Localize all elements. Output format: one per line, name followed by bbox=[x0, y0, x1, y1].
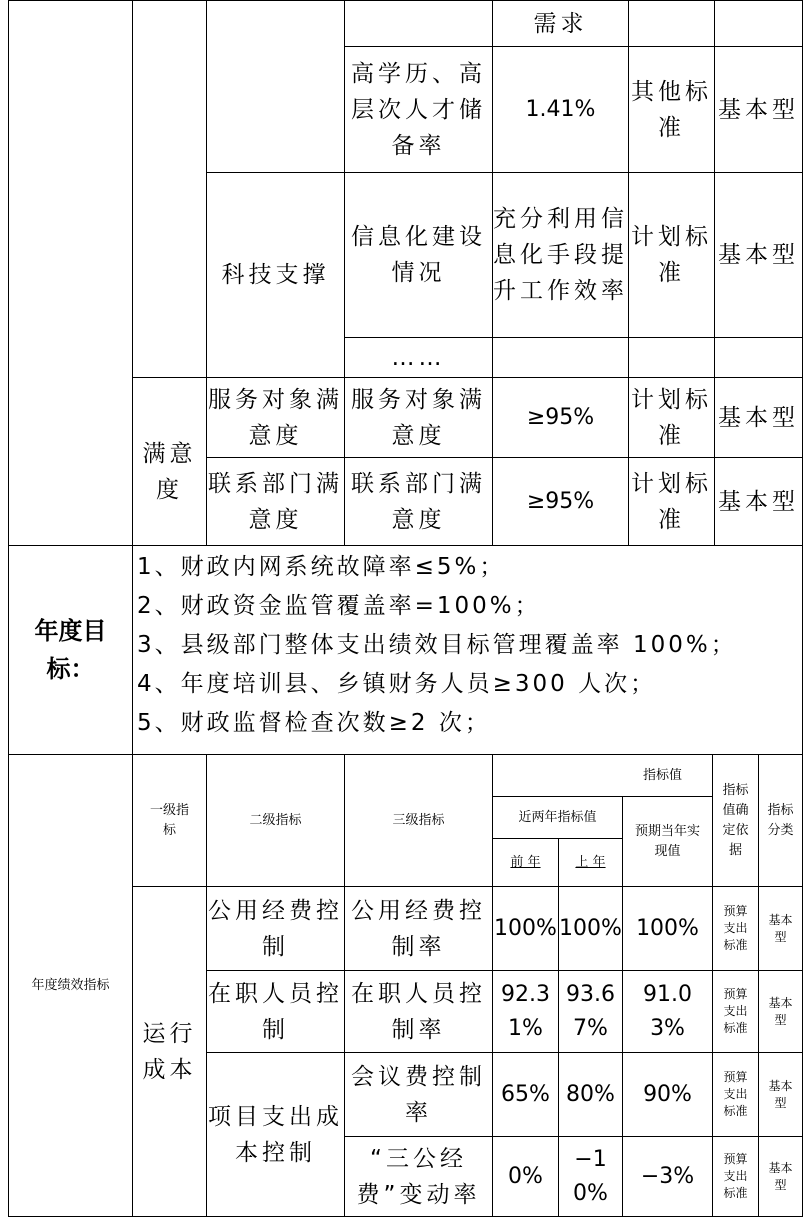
header-prev-year: 前 年 bbox=[493, 839, 559, 887]
type-cell: 基本型 bbox=[715, 47, 803, 173]
last-value: −10% bbox=[559, 1137, 623, 1217]
basis-cell: 其他标准 bbox=[629, 47, 715, 173]
basis-cell: 计划标准 bbox=[629, 173, 715, 338]
expected-value: −3% bbox=[623, 1137, 713, 1217]
last-value: 100% bbox=[559, 887, 623, 971]
level3-cell: 公用经费控制率 bbox=[345, 887, 493, 971]
expected-value: 90% bbox=[623, 1053, 713, 1137]
blank-cell bbox=[345, 1, 493, 47]
level3-cell: 在职人员控制率 bbox=[345, 971, 493, 1053]
blank-cell bbox=[715, 338, 803, 378]
prev-value: 0% bbox=[493, 1137, 559, 1217]
level2-cell: 科技支撑 bbox=[207, 173, 345, 378]
value-cell: 充分利用信息化手段提升工作效率 bbox=[493, 173, 629, 338]
level3-cell: 服务对象满意度 bbox=[345, 378, 493, 458]
header-level3: 三级指标 bbox=[345, 755, 493, 887]
type-cell: 基本型 bbox=[715, 173, 803, 338]
header-level2: 二级指标 bbox=[207, 755, 345, 887]
value-cell: 需求 bbox=[493, 1, 629, 47]
blank-cell bbox=[9, 1, 133, 546]
basis-cell: 预算支出标准 bbox=[713, 971, 759, 1053]
blank-cell bbox=[629, 338, 715, 378]
header-recent-two: 近两年指标值 bbox=[493, 797, 623, 839]
blank-cell bbox=[493, 338, 629, 378]
level3-cell: 信息化建设情况 bbox=[345, 173, 493, 338]
goal-item: 3、县级部门整体支出绩效目标管理覆盖率 100%； bbox=[137, 632, 737, 658]
performance-indicator-table bbox=[8, 754, 803, 1217]
level2-cell: 项目支出成本控制 bbox=[207, 1053, 345, 1217]
goal-item: 5、财政监督检查次数≥2 次； bbox=[137, 710, 491, 736]
goal-item: 1、财政内网系统故障率≤5%； bbox=[137, 554, 506, 580]
last-value: 80% bbox=[559, 1053, 623, 1137]
level2-cell: 联系部门满意度 bbox=[207, 458, 345, 546]
category-cell: 基本型 bbox=[759, 1053, 803, 1137]
expected-value: 91.03% bbox=[623, 971, 713, 1053]
basis-cell: 计划标准 bbox=[629, 458, 715, 546]
level2-cell: 公用经费控制 bbox=[207, 887, 345, 971]
prev-value: 65% bbox=[493, 1053, 559, 1137]
basis-cell: 计划标准 bbox=[629, 378, 715, 458]
category-cell: 基本型 bbox=[759, 887, 803, 971]
level3-cell: 高学历、高层次人才储备率 bbox=[345, 47, 493, 173]
level3-cell: 会议费控制率 bbox=[345, 1053, 493, 1137]
category-cell: 基本型 bbox=[759, 971, 803, 1053]
level3-cell: “三公经费”变动率 bbox=[345, 1137, 493, 1217]
level2-cell: 在职人员控制 bbox=[207, 971, 345, 1053]
top-indicator-table bbox=[8, 0, 803, 546]
last-value: 93.67% bbox=[559, 971, 623, 1053]
header-last-year: 上 年 bbox=[559, 839, 623, 887]
blank-cell bbox=[133, 1, 207, 378]
annual-goal-table bbox=[8, 545, 803, 755]
prev-value: 100% bbox=[493, 887, 559, 971]
category-cell: 基本型 bbox=[759, 1137, 803, 1217]
value-cell: 1.41% bbox=[493, 47, 629, 173]
type-cell: 基本型 bbox=[715, 378, 803, 458]
header-index-value: 指标值 bbox=[493, 755, 713, 797]
goal-item: 4、年度培训县、乡镇财务人员≥300 人次； bbox=[137, 671, 657, 697]
expected-value: 100% bbox=[623, 887, 713, 971]
basis-cell: 预算支出标准 bbox=[713, 887, 759, 971]
ellipsis-cell: …… bbox=[345, 338, 493, 378]
header-category: 指标分类 bbox=[759, 755, 803, 887]
level3-cell: 联系部门满意度 bbox=[345, 458, 493, 546]
value-cell: ≥95% bbox=[493, 458, 629, 546]
type-cell: 基本型 bbox=[715, 458, 803, 546]
annual-perf-label: 年度绩效指标 bbox=[9, 755, 133, 1217]
annual-goal-list bbox=[133, 546, 803, 755]
blank-cell bbox=[629, 1, 715, 47]
prev-value: 92.31% bbox=[493, 971, 559, 1053]
header-expected: 预期当年实现值 bbox=[623, 797, 713, 887]
basis-cell: 预算支出标准 bbox=[713, 1053, 759, 1137]
level1-cost: 运行成本 bbox=[133, 887, 207, 1217]
value-cell: ≥95% bbox=[493, 378, 629, 458]
level2-cell: 服务对象满意度 bbox=[207, 378, 345, 458]
annual-goal-label: 年度目标： bbox=[9, 546, 133, 755]
header-level1: 一级指标 bbox=[133, 755, 207, 887]
header-basis: 指标值确定依据 bbox=[713, 755, 759, 887]
basis-cell: 预算支出标准 bbox=[713, 1137, 759, 1217]
blank-cell bbox=[207, 1, 345, 173]
goal-item: 2、财政资金监管覆盖率=100%； bbox=[137, 593, 541, 619]
blank-cell bbox=[715, 1, 803, 47]
level1-satisfaction: 满意度 bbox=[133, 378, 207, 546]
